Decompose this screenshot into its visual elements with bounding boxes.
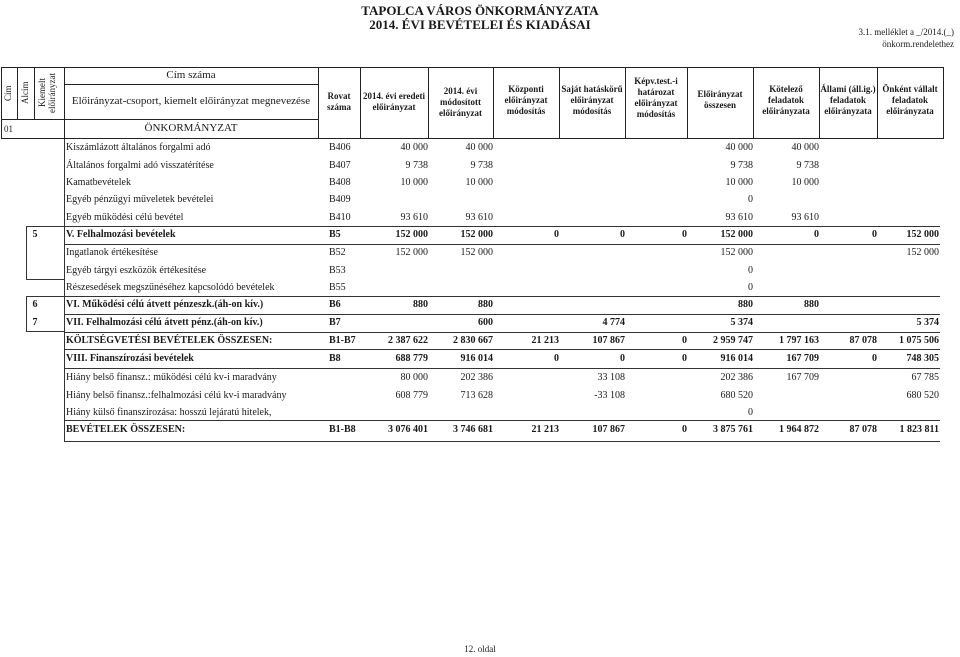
cell-value [877, 404, 939, 422]
cell-value [493, 387, 559, 405]
cell-value: 152 000 [720, 247, 753, 258]
row-rovat: B6 [329, 299, 341, 310]
row-number [28, 209, 42, 227]
cell-value: 0 [554, 353, 559, 364]
row-label: VIII. Finanszírozási bevételek [66, 353, 194, 364]
cell-value [819, 279, 877, 297]
row-number: 5 [32, 229, 38, 240]
row-number [28, 350, 42, 368]
cell-value [625, 404, 687, 422]
cell-value: 880 [478, 299, 493, 310]
row-label: VI. Működési célú átvett pénzeszk.(áh-on kív.) [66, 299, 264, 310]
cell-value [360, 191, 428, 209]
cell-value: 2 959 747 [713, 335, 753, 346]
row-label: Egyéb működési célú bevétel [66, 212, 184, 223]
cell-value [819, 191, 877, 209]
cell-value: 1 964 872 [779, 424, 819, 435]
onkent-header: Önként vállalt feladatok előirányzata [882, 83, 938, 116]
table-row [0, 332, 960, 350]
cell-value [753, 191, 819, 209]
table-row [0, 244, 960, 262]
cell-value [559, 139, 625, 157]
cell-value [625, 369, 687, 387]
cell-value: 0 [620, 229, 625, 240]
cell-value: 167 709 [786, 372, 819, 383]
cell-value: 5 374 [916, 317, 939, 328]
cell-value: 87 078 [849, 335, 877, 346]
table-row [0, 387, 960, 405]
cell-value: 0 [872, 229, 877, 240]
cell-value [360, 279, 428, 297]
row-rovat: B409 [329, 194, 351, 205]
cell-value: 9 738 [730, 160, 753, 171]
cell-value: 748 305 [906, 353, 939, 364]
cell-value [493, 191, 559, 209]
cell-value: 608 779 [395, 390, 428, 401]
cell-value [625, 279, 687, 297]
row-label: Hiány belső finansz.: működési célú kv-i maradvány [66, 372, 277, 383]
row-number [28, 279, 42, 297]
sajat-header: Saját hatáskörű előirányzat módosítás [561, 83, 623, 116]
cell-value [493, 209, 559, 227]
cell-value: 107 867 [592, 424, 625, 435]
cell-value [559, 191, 625, 209]
cell-value [819, 387, 877, 405]
cell-value [493, 262, 559, 280]
cell-value: 152 000 [906, 247, 939, 258]
cell-value: 9 738 [796, 160, 819, 171]
cell-value: 93 610 [791, 212, 819, 223]
cell-value: 10 000 [400, 177, 428, 188]
cell-value: 880 [413, 299, 428, 310]
cell-value: 0 [748, 407, 753, 418]
row-number [28, 387, 42, 405]
col-cim: Cím [3, 85, 13, 101]
cell-value [819, 157, 877, 175]
cell-value: 916 014 [460, 353, 493, 364]
cell-value [877, 279, 939, 297]
row-rovat: B407 [329, 160, 351, 171]
document-subtitle: 2014. ÉVI BEVÉTELEI ÉS KIADÁSAI [369, 17, 591, 32]
cell-value [819, 174, 877, 192]
cell-value: 107 867 [592, 335, 625, 346]
row-label: BEVÉTELEK ÖSSZESEN: [66, 424, 186, 435]
cell-value: 0 [554, 229, 559, 240]
cell-value [819, 404, 877, 422]
cell-value: 67 785 [911, 372, 939, 383]
cell-value: 0 [682, 229, 687, 240]
row-number [28, 191, 42, 209]
cell-value [819, 369, 877, 387]
cell-value: 680 520 [906, 390, 939, 401]
cell-value: 2 387 622 [388, 335, 428, 346]
cell-value [559, 174, 625, 192]
cell-value: 0 [814, 229, 819, 240]
cell-value: 152 000 [720, 229, 753, 240]
row-label: Általános forgalmi adó visszatérítése [66, 160, 214, 171]
row-label: Kamatbevételek [66, 177, 131, 188]
cell-value [360, 314, 428, 332]
cell-value: 152 000 [906, 229, 939, 240]
group-label: Előirányzat-csoport, kiemelt előirányzat megnevezése [71, 95, 311, 107]
cell-value: 93 610 [400, 212, 428, 223]
cell-value [877, 296, 939, 314]
cell-value [493, 314, 559, 332]
eredeti-header: 2014. évi eredeti előirányzat [362, 91, 426, 112]
row-label: Részesedések megszűnéséhez kapcsolódó bevételek [66, 282, 275, 293]
row-rovat: B408 [329, 177, 351, 188]
cell-value [877, 209, 939, 227]
cell-value [753, 314, 819, 332]
cell-value: 0 [682, 353, 687, 364]
row-rovat: B52 [329, 247, 346, 258]
cell-value: 0 [682, 335, 687, 346]
row-label: Hiány külső finanszírozása: hosszú lejáratú hitelek, [66, 407, 272, 418]
table-row [0, 226, 960, 244]
cell-value: 93 610 [725, 212, 753, 223]
cell-value: 152 000 [395, 247, 428, 258]
row-code: 01 [4, 124, 13, 134]
cell-value [493, 279, 559, 297]
row-rovat: B406 [329, 142, 351, 153]
cell-value: 0 [872, 353, 877, 364]
cell-value [625, 262, 687, 280]
cell-value [559, 279, 625, 297]
cell-value [428, 404, 493, 422]
row-number [28, 332, 42, 350]
cell-value [493, 139, 559, 157]
cell-value [625, 314, 687, 332]
page-number: 12. oldal [464, 644, 496, 654]
cell-value: -33 108 [594, 390, 625, 401]
row-number [28, 404, 42, 422]
cell-value: 3 875 761 [713, 424, 753, 435]
cell-value: 1 797 163 [779, 335, 819, 346]
cell-value: 713 628 [460, 390, 493, 401]
cell-value [753, 387, 819, 405]
row-rovat: B410 [329, 212, 351, 223]
cell-value: 0 [748, 265, 753, 276]
cell-value: 40 000 [791, 142, 819, 153]
cell-value [559, 209, 625, 227]
cell-value: 680 520 [720, 390, 753, 401]
table-row [0, 191, 960, 209]
cell-value: 21 213 [531, 335, 559, 346]
table-row [0, 421, 960, 441]
cell-value: 1 075 506 [899, 335, 939, 346]
cell-value [493, 157, 559, 175]
cell-value [428, 262, 493, 280]
rovat-header: Rovat száma [327, 91, 351, 112]
cell-value: 33 108 [597, 372, 625, 383]
cell-value: 1 823 811 [899, 424, 939, 435]
row-name: ÖNKORMÁNYZAT [144, 122, 238, 134]
cell-value: 3 076 401 [388, 424, 428, 435]
table-row [0, 350, 960, 368]
cell-value [877, 174, 939, 192]
cell-value [877, 139, 939, 157]
cell-value [493, 296, 559, 314]
cell-value [819, 262, 877, 280]
row-label: Egyéb tárgyi eszközök értékesítése [66, 265, 207, 276]
row-number [28, 139, 42, 157]
cell-value [559, 244, 625, 262]
table-row [0, 314, 960, 332]
table-row [0, 296, 960, 314]
cell-value [819, 296, 877, 314]
row-label: V. Felhalmozási bevételek [66, 229, 176, 240]
row-number: 6 [32, 299, 38, 310]
row-number [28, 421, 42, 439]
cell-value: 21 213 [531, 424, 559, 435]
cell-value: 0 [620, 353, 625, 364]
cell-value [877, 262, 939, 280]
col-alcim: Alcím [20, 81, 30, 105]
cell-value [559, 157, 625, 175]
cell-value: 10 000 [725, 177, 753, 188]
cell-value [819, 209, 877, 227]
cell-value [493, 174, 559, 192]
cell-value [493, 369, 559, 387]
cell-value [428, 279, 493, 297]
table-row [0, 262, 960, 280]
cell-value: 10 000 [465, 177, 493, 188]
cell-value [625, 157, 687, 175]
cell-value: 916 014 [720, 353, 753, 364]
row-label: VII. Felhalmozási célú átvett pénz.(áh-on kív.) [66, 317, 263, 328]
cell-value [625, 174, 687, 192]
cell-value: 152 000 [460, 247, 493, 258]
row-rovat: B5 [329, 229, 341, 240]
annex-note-2: önkorm.rendelethez [882, 39, 954, 49]
osszesen-header: Előirányzat összesen [697, 89, 743, 110]
cell-value: 0 [748, 282, 753, 293]
cell-value [877, 157, 939, 175]
table-row [0, 369, 960, 387]
row-rovat: B1-B8 [329, 424, 356, 435]
cim-szama: Cím száma [166, 69, 216, 81]
row-number [28, 157, 42, 175]
cell-value: 40 000 [465, 142, 493, 153]
cell-value: 202 386 [720, 372, 753, 383]
cell-value: 880 [804, 299, 819, 310]
table-row [0, 157, 960, 175]
cell-value: 3 746 681 [453, 424, 493, 435]
row-number [28, 262, 42, 280]
table-row [0, 209, 960, 227]
row-label: Kiszámlázott általános forgalmi adó [66, 142, 211, 153]
cell-value: 688 779 [395, 353, 428, 364]
cell-value: 10 000 [791, 177, 819, 188]
cell-value [753, 244, 819, 262]
row-rovat: B55 [329, 282, 346, 293]
row-number [28, 174, 42, 192]
cell-value: 9 738 [405, 160, 428, 171]
table-row [0, 174, 960, 192]
cell-value: 152 000 [460, 229, 493, 240]
cell-value [360, 404, 428, 422]
cell-value: 5 374 [730, 317, 753, 328]
cell-value [493, 244, 559, 262]
cell-value: 880 [738, 299, 753, 310]
row-rovat: B53 [329, 265, 346, 276]
annex-note: 3.1. melléklet a _/2014.(_) [858, 27, 954, 37]
cell-value [559, 404, 625, 422]
cell-value: 0 [682, 424, 687, 435]
cell-value [753, 404, 819, 422]
cell-value [360, 262, 428, 280]
row-number: 7 [32, 317, 38, 328]
table-row [0, 279, 960, 297]
cell-value: 0 [748, 194, 753, 205]
cell-value [625, 244, 687, 262]
cell-value: 80 000 [400, 372, 428, 383]
cell-value: 93 610 [465, 212, 493, 223]
table-row [0, 139, 960, 157]
cell-value [493, 404, 559, 422]
table-row [0, 404, 960, 422]
cell-value [819, 139, 877, 157]
row-label: Hiány belső finansz.:felhalmozási célú kv-i maradvány [66, 390, 287, 401]
cell-value [753, 262, 819, 280]
cell-value [625, 191, 687, 209]
cell-value [819, 244, 877, 262]
cell-value: 600 [478, 317, 493, 328]
cell-value [559, 296, 625, 314]
cell-value [625, 296, 687, 314]
cell-value [559, 262, 625, 280]
cell-value: 40 000 [400, 142, 428, 153]
kepv-header: Képv.test.-i határozat előirányzat módosítás [634, 76, 678, 119]
row-number [28, 244, 42, 262]
row-label: KÖLTSÉGVETÉSI BEVÉTELEK ÖSSZESEN: [66, 335, 273, 346]
cell-value [753, 279, 819, 297]
kozponti-header: Központi előirányzat módosítás [504, 83, 548, 116]
row-rovat: B1-B7 [329, 335, 356, 346]
allami-header: Állami (áll.ig.) feladatok előirányzata [820, 83, 876, 116]
cell-value: 40 000 [725, 142, 753, 153]
kotelezo-header: Kötelező feladatok előirányzata [762, 83, 810, 116]
cell-value: 152 000 [395, 229, 428, 240]
row-rovat: B7 [329, 317, 341, 328]
cell-value [625, 139, 687, 157]
cell-value: 2 830 667 [453, 335, 493, 346]
row-label: Egyéb pénzügyi műveletek bevételei [66, 194, 214, 205]
cell-value [625, 387, 687, 405]
cell-value: 87 078 [849, 424, 877, 435]
row-number [28, 369, 42, 387]
cell-value: 9 738 [470, 160, 493, 171]
row-label: Ingatlanok értékesítése [66, 247, 158, 258]
cell-value: 202 386 [460, 372, 493, 383]
cell-value: 4 774 [602, 317, 625, 328]
cell-value [877, 191, 939, 209]
row-rovat: B8 [329, 353, 341, 364]
cell-value [819, 314, 877, 332]
document-title: TAPOLCA VÁROS ÖNKORMÁNYZATA [361, 3, 599, 18]
cell-value [428, 191, 493, 209]
cell-value: 167 709 [786, 353, 819, 364]
modositott-header: 2014. évi módosított előirányzat [439, 85, 482, 118]
cell-value [625, 209, 687, 227]
col-kiemelt: Kiemelt előirányzat [37, 73, 57, 113]
